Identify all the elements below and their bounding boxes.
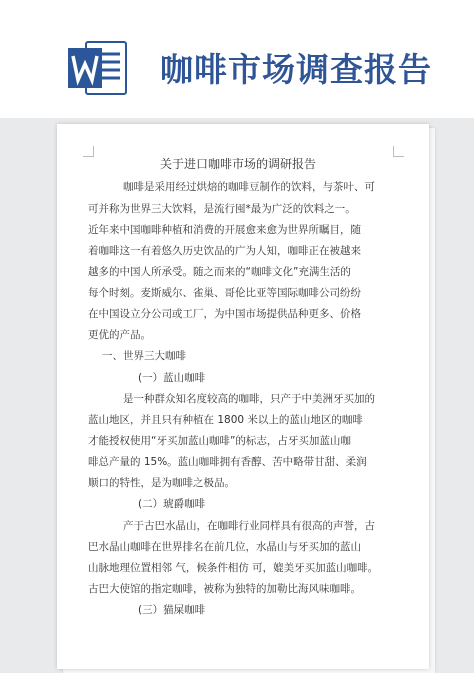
subsection-heading: (二）琥爵咖啡 <box>138 498 206 510</box>
subsection-heading: (一）蓝山咖啡 <box>138 372 206 384</box>
paragraph-line: 越多的中国人所承受。随之而来的“咖啡文化”充满生活的 <box>88 266 351 278</box>
subsection-heading: (三）猫屎咖啡 <box>138 604 206 616</box>
header-banner <box>0 0 474 118</box>
paragraph-line: 产于古巴水晶山，在咖啡行业同样具有很高的声誉，古 <box>123 520 375 532</box>
section-heading: 一、世界三大咖啡 <box>102 350 186 362</box>
paragraph-line: 啡总产量的 15%。蓝山咖啡拥有香醇、苦中略带甘甜、柔润 <box>88 456 367 468</box>
word-document-icon <box>68 40 128 96</box>
paragraph-line: 每个时刻。麦斯威尔、雀巢、哥伦比亚等国际咖啡公司纷纷 <box>88 287 361 299</box>
paragraph-line: 着咖啡这一有着悠久历史饮品的广为人知，咖啡正在被越来 <box>88 245 361 257</box>
corner-mark-top-left <box>83 146 94 157</box>
paragraph-line: 咖啡是采用经过烘焙的咖啡豆制作的饮料，与茶叶、可 <box>123 181 375 193</box>
corner-mark-top-right <box>393 146 404 157</box>
paragraph-line: 蓝山地区，并且只有种植在 1800 米以上的蓝山地区的咖啡 <box>88 414 363 426</box>
page-title: 咖啡市场调查报告 <box>160 50 432 89</box>
paragraph-line: 更优的产品。 <box>88 329 151 341</box>
paragraph-line: 山脉地理位置相邻 气，候条件相仿 可，媲美牙买加蓝山咖啡。 <box>88 562 379 574</box>
document-title: 关于进口咖啡市场的调研报告 <box>160 157 317 171</box>
paragraph-line: 可并称为世界三大饮料，是流行囤*最为广泛的饮料之一。 <box>88 203 356 215</box>
paragraph-line: 巴水晶山咖啡在世界排名在前几位，水晶山与牙买加的蓝山 <box>88 541 361 553</box>
paragraph-line: 古巴大使馆的指定咖啡，被称为独特的加勒比海风味咖啡。 <box>88 583 361 595</box>
paragraph-line: 才能授权使用“牙买加蓝山咖啡”的标志，占牙买加蓝山咖 <box>88 435 351 447</box>
paragraph-line: 顺口的特性，是为咖啡之极品。 <box>88 477 235 489</box>
paragraph-line: 在中国设立分公司或工厂，为中国市场提供品种更多、价格 <box>88 308 361 320</box>
paragraph-line: 是一种群众知名度较高的咖啡，只产于中美洲牙买加的 <box>123 393 375 405</box>
paragraph-line: 近年来中国咖啡种植和消费的开展愈来愈为世界所瞩目，随 <box>88 224 361 236</box>
